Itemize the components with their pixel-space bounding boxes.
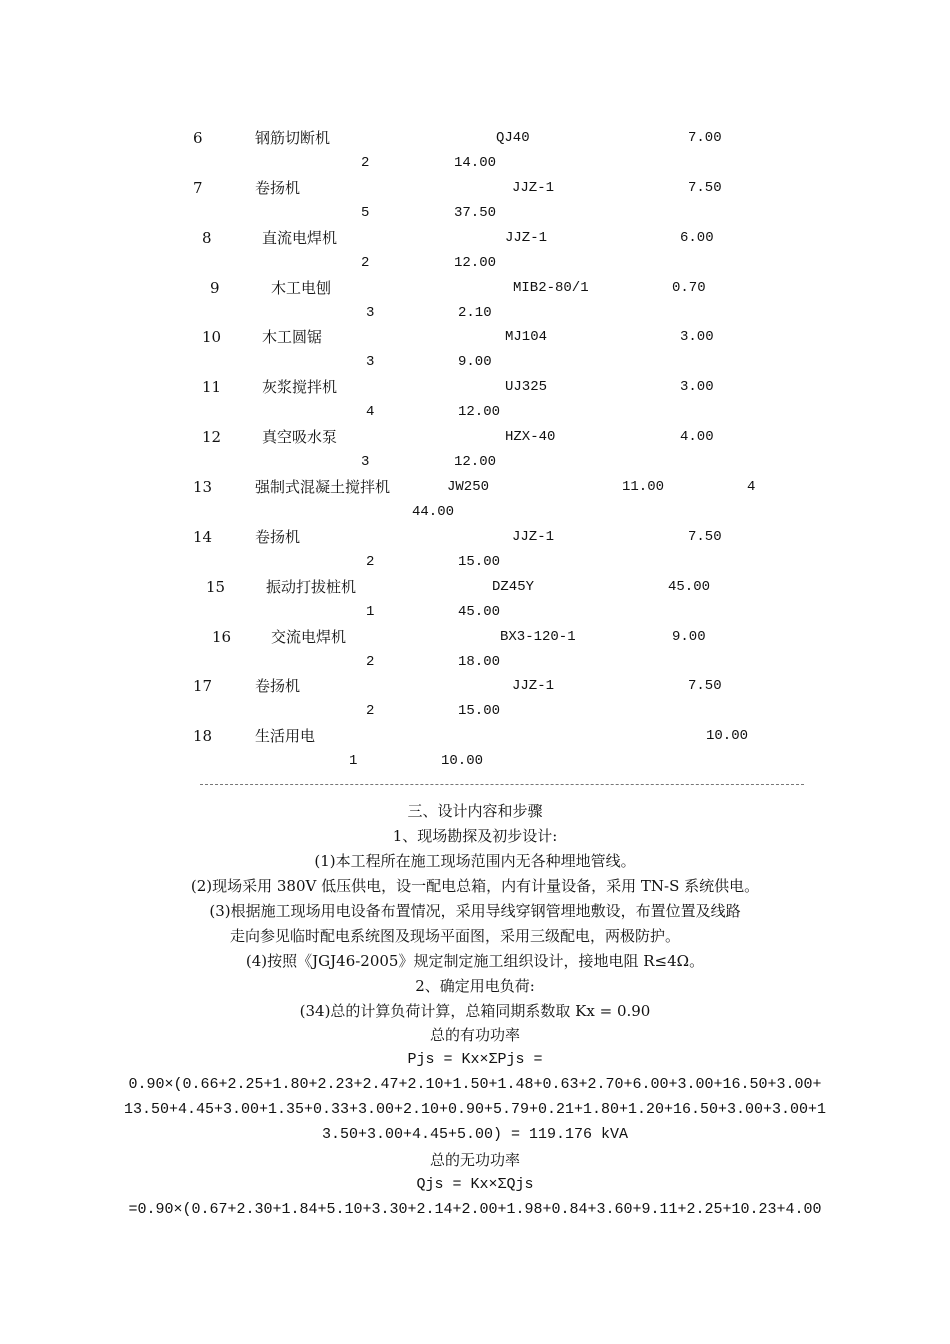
row-13-total: 44.00 bbox=[412, 504, 455, 520]
pjs-line-2: 13.50+4.45+3.00+1.35+0.33+3.00+2.10+0.90+5.79+0.21+1.80+1.20+16.50+3.00+3.00+1 bbox=[123, 1101, 827, 1118]
row-15-qty: 1 bbox=[366, 604, 375, 620]
row-8-no: 8 bbox=[202, 229, 212, 247]
row-10-model: MJ104 bbox=[505, 329, 548, 345]
row-13-power: 11.00 bbox=[622, 479, 665, 495]
row-9-model: MIB2-80/1 bbox=[513, 280, 589, 296]
row-15-power: 45.00 bbox=[668, 579, 711, 595]
row-7-power: 7.50 bbox=[688, 180, 722, 196]
row-7-model: JJZ-1 bbox=[512, 180, 555, 196]
row-14-name: 卷扬机 bbox=[255, 528, 301, 546]
row-11-total: 12.00 bbox=[458, 404, 501, 420]
row-15-total: 45.00 bbox=[458, 604, 501, 620]
pjs-line-1: 0.90×(0.66+2.25+1.80+2.23+2.47+2.10+1.50+1.48+0.63+2.70+6.00+3.00+16.50+3.00+ bbox=[128, 1076, 822, 1093]
row-18-total: 10.00 bbox=[441, 753, 484, 769]
row-14-qty: 2 bbox=[366, 554, 375, 570]
row-15-no: 15 bbox=[206, 578, 226, 596]
row-11-qty: 4 bbox=[366, 404, 375, 420]
section-heading: 三、设计内容和步骤 bbox=[407, 802, 543, 820]
row-18-qty: 1 bbox=[349, 753, 358, 769]
row-9-name: 木工电刨 bbox=[271, 279, 332, 297]
row-10-power: 3.00 bbox=[680, 329, 714, 345]
row-17-total: 15.00 bbox=[458, 703, 501, 719]
row-12-name: 真空吸水泵 bbox=[262, 428, 338, 446]
row-8-name: 直流电焊机 bbox=[262, 229, 338, 247]
paragraph-34: (34)总的计算负荷计算，总箱同期系数取 Kx = 0.90 bbox=[299, 1002, 651, 1020]
table-divider bbox=[200, 784, 804, 785]
row-8-qty: 2 bbox=[361, 255, 370, 271]
row-10-total: 9.00 bbox=[458, 354, 492, 370]
row-16-model: BX3-120-1 bbox=[500, 629, 576, 645]
row-8-total: 12.00 bbox=[454, 255, 497, 271]
row-13-no: 13 bbox=[193, 478, 213, 496]
row-13-model: JW250 bbox=[447, 479, 490, 495]
row-9-qty: 3 bbox=[366, 305, 375, 321]
row-11-power: 3.00 bbox=[680, 379, 714, 395]
pjs-line-3: 3.50+3.00+4.45+5.00) = 119.176 kVA bbox=[321, 1126, 629, 1143]
row-18-no: 18 bbox=[193, 727, 213, 745]
row-15-model: DZ45Y bbox=[492, 579, 535, 595]
row-17-power: 7.50 bbox=[688, 678, 722, 694]
row-9-total: 2.10 bbox=[458, 305, 492, 321]
row-11-name: 灰浆搅拌机 bbox=[262, 378, 338, 396]
row-8-power: 6.00 bbox=[680, 230, 714, 246]
row-13-qty: 4 bbox=[747, 479, 756, 495]
row-10-qty: 3 bbox=[366, 354, 375, 370]
row-9-power: 0.70 bbox=[672, 280, 706, 296]
row-7-qty: 5 bbox=[361, 205, 370, 221]
paragraph-3a: (3)根据施工现场用电设备布置情况，采用导线穿钢管埋地敷设，布置位置及线路 bbox=[209, 902, 741, 920]
row-16-total: 18.00 bbox=[458, 654, 501, 670]
row-17-name: 卷扬机 bbox=[255, 677, 301, 695]
active-power-title: 总的有功功率 bbox=[429, 1026, 520, 1044]
paragraph-4: (4)按照《JGJ46-2005》规定制定施工组织设计，接地电阻 R≤4Ω。 bbox=[245, 952, 705, 970]
row-9-no: 9 bbox=[210, 279, 220, 297]
step1-heading: 1、现场勘探及初步设计: bbox=[392, 827, 558, 845]
row-16-no: 16 bbox=[212, 628, 232, 646]
row-16-power: 9.00 bbox=[672, 629, 706, 645]
row-8-model: JJZ-1 bbox=[505, 230, 548, 246]
row-6-model: QJ40 bbox=[496, 130, 530, 146]
row-17-no: 17 bbox=[193, 677, 213, 695]
row-6-no: 6 bbox=[193, 129, 203, 147]
row-6-name: 钢筋切断机 bbox=[255, 129, 331, 147]
row-14-no: 14 bbox=[193, 528, 213, 546]
row-14-total: 15.00 bbox=[458, 554, 501, 570]
row-11-model: UJ325 bbox=[505, 379, 548, 395]
row-17-model: JJZ-1 bbox=[512, 678, 555, 694]
row-6-power: 7.00 bbox=[688, 130, 722, 146]
row-7-name: 卷扬机 bbox=[255, 179, 301, 197]
pjs-formula: Pjs = Kx×ΣPjs = bbox=[407, 1051, 543, 1068]
row-12-total: 12.00 bbox=[454, 454, 497, 470]
qjs-formula: Qjs = Kx×ΣQjs bbox=[416, 1176, 534, 1193]
row-12-power: 4.00 bbox=[680, 429, 714, 445]
reactive-power-title: 总的无功功率 bbox=[429, 1151, 520, 1169]
row-11-no: 11 bbox=[202, 378, 222, 396]
row-7-no: 7 bbox=[193, 179, 203, 197]
qjs-line-1: =0.90×(0.67+2.30+1.84+5.10+3.30+2.14+2.00+1.98+0.84+3.60+9.11+2.25+10.23+4.00 bbox=[128, 1201, 822, 1218]
row-13-name: 强制式混凝土搅拌机 bbox=[255, 478, 391, 496]
paragraph-2: (2)现场采用 380V 低压供电，设一配电总箱，内有计量设备，采用 TN-S 系统供电。 bbox=[190, 877, 760, 895]
paragraph-1: (1)本工程所在施工现场范围内无各种埋地管线。 bbox=[314, 852, 636, 870]
row-12-no: 12 bbox=[202, 428, 222, 446]
row-16-name: 交流电焊机 bbox=[271, 628, 347, 646]
row-10-name: 木工圆锯 bbox=[262, 328, 323, 346]
row-14-power: 7.50 bbox=[688, 529, 722, 545]
paragraph-3b: 走向参见临时配电系统图及现场平面图，采用三级配电，两极防护。 bbox=[230, 927, 681, 945]
step2-heading: 2、确定用电负荷: bbox=[415, 977, 535, 995]
row-12-model: HZX-40 bbox=[505, 429, 556, 445]
row-12-qty: 3 bbox=[361, 454, 370, 470]
row-6-total: 14.00 bbox=[454, 155, 497, 171]
row-7-total: 37.50 bbox=[454, 205, 497, 221]
row-15-name: 振动打拔桩机 bbox=[266, 578, 357, 596]
row-18-power: 10.00 bbox=[706, 728, 749, 744]
row-14-model: JJZ-1 bbox=[512, 529, 555, 545]
row-17-qty: 2 bbox=[366, 703, 375, 719]
row-16-qty: 2 bbox=[366, 654, 375, 670]
row-18-name: 生活用电 bbox=[255, 727, 316, 745]
row-6-qty: 2 bbox=[361, 155, 370, 171]
row-10-no: 10 bbox=[202, 328, 222, 346]
